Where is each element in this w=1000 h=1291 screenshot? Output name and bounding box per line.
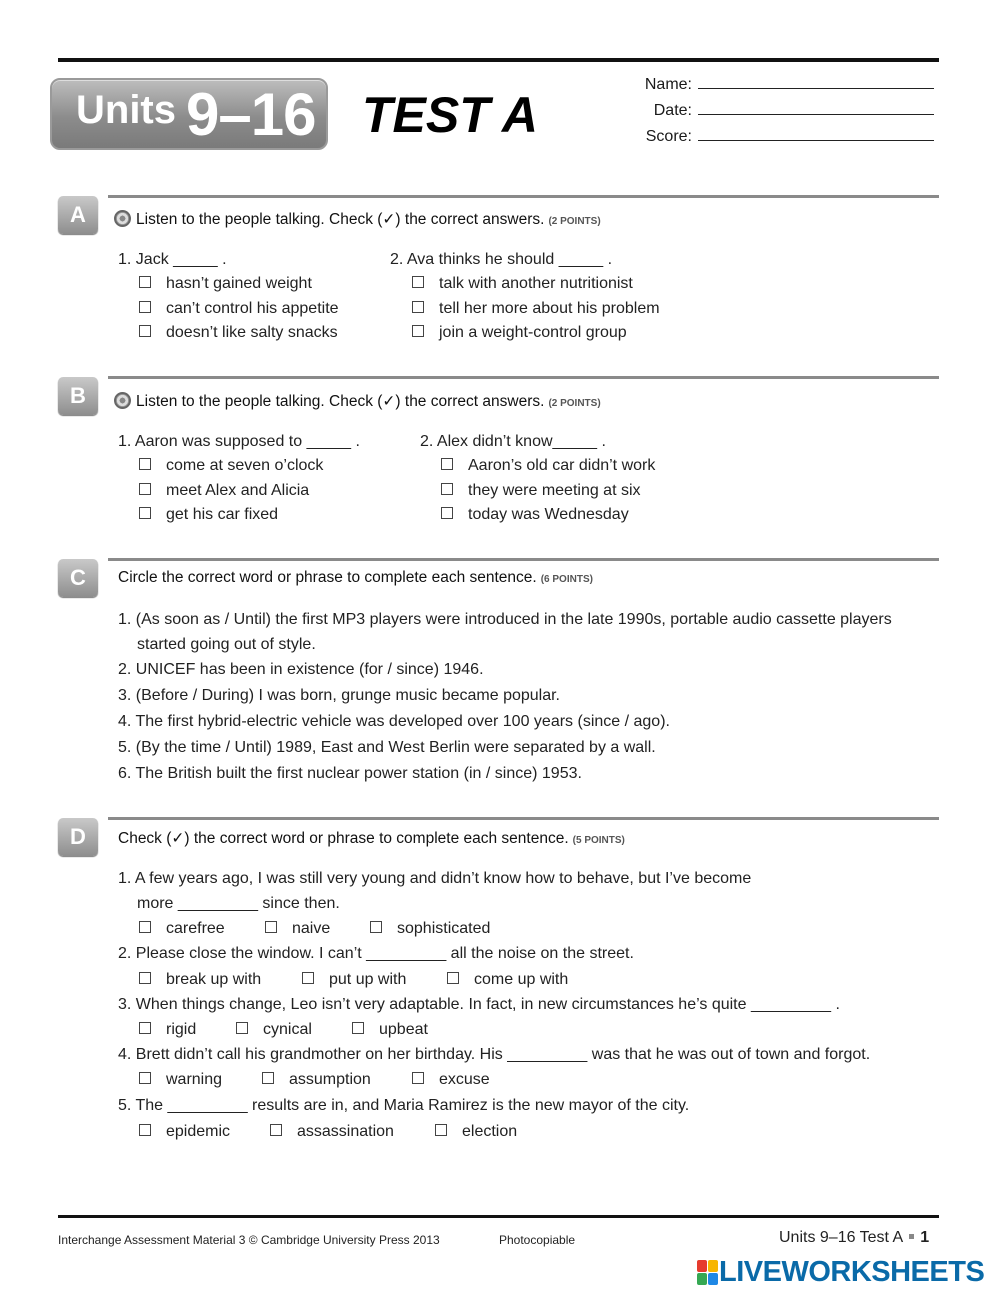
section-b-points: (2 POINTS) bbox=[548, 398, 601, 409]
section-b-instruction-text: Listen to the people talking. Check (✓) the correct answers. bbox=[136, 393, 545, 410]
d-q1-option-2[interactable] bbox=[265, 920, 330, 938]
checkbox[interactable] bbox=[441, 483, 453, 495]
score-label: Score: bbox=[645, 128, 692, 145]
a-q2-option-3[interactable] bbox=[412, 324, 627, 342]
date-field[interactable] bbox=[248, 102, 934, 120]
d-q1-line1: 1. A few years ago, I was still very young and didn’t know how to behave, but I’ve become bbox=[118, 870, 752, 887]
d-q1-option-3[interactable] bbox=[370, 920, 490, 938]
page-number: 1 bbox=[920, 1229, 930, 1246]
checkbox[interactable] bbox=[412, 325, 424, 337]
option-label: get his car fixed bbox=[166, 506, 279, 523]
option-label: meet Alex and Alicia bbox=[166, 482, 310, 499]
checkbox[interactable] bbox=[370, 921, 382, 933]
c-item-1: 1. (As soon as / Until) the first MP3 players were introduced in the late 1990s, portable audio cassette players bbox=[118, 611, 892, 628]
logo-block bbox=[697, 1273, 707, 1285]
logo-block bbox=[708, 1273, 718, 1285]
checkbox[interactable] bbox=[447, 972, 459, 984]
square-icon bbox=[909, 1234, 914, 1239]
b-q2-option-1[interactable] bbox=[441, 457, 655, 475]
d-q4-option-1[interactable] bbox=[139, 1071, 222, 1089]
d-q5-option-1[interactable] bbox=[139, 1123, 230, 1141]
section-a-points: (2 POINTS) bbox=[548, 216, 601, 227]
option-label: naive bbox=[292, 920, 331, 937]
a-q2-stem: 2. Ava thinks he should _____ . bbox=[390, 251, 613, 268]
b-q1-option-2[interactable] bbox=[139, 482, 309, 500]
liveworksheets-blocks-icon bbox=[697, 1260, 719, 1286]
b-q1-option-1[interactable] bbox=[139, 457, 323, 475]
checkbox[interactable] bbox=[412, 301, 424, 313]
section-c-instruction bbox=[118, 569, 593, 587]
section-a-rule bbox=[108, 195, 939, 198]
option-label: election bbox=[462, 1123, 518, 1140]
checkbox[interactable] bbox=[236, 1022, 248, 1034]
d-q4-option-2[interactable] bbox=[262, 1071, 371, 1089]
top-rule bbox=[58, 58, 939, 62]
section-d-instruction bbox=[118, 829, 625, 848]
checkbox[interactable] bbox=[435, 1124, 447, 1136]
d-q4-line1: 4. Brett didn’t call his grandmother on her birthday. His _________ was that he was out of town and forgot. bbox=[118, 1046, 871, 1063]
option-label: come up with bbox=[474, 971, 569, 988]
c-item-6: 6. The British built the first nuclear power station (in / since) 1953. bbox=[118, 765, 582, 782]
section-b-rule bbox=[108, 376, 939, 379]
name-field[interactable] bbox=[248, 76, 934, 94]
option-label: put up with bbox=[329, 971, 407, 988]
d-q3-option-2[interactable] bbox=[236, 1021, 312, 1039]
section-d-points: (5 POINTS) bbox=[572, 835, 625, 846]
checkbox[interactable] bbox=[139, 458, 151, 470]
c-item-2: 2. UNICEF has been in existence (for / since) 1946. bbox=[118, 661, 484, 678]
checkbox[interactable] bbox=[139, 921, 151, 933]
d-q5-line1: 5. The _________ results are in, and Maria Ramirez is the new mayor of the city. bbox=[118, 1097, 690, 1114]
date-line[interactable] bbox=[698, 102, 934, 115]
option-label: join a weight-control group bbox=[439, 324, 627, 341]
checkbox[interactable] bbox=[139, 301, 151, 313]
section-c-badge: C bbox=[58, 559, 98, 597]
checkbox[interactable] bbox=[139, 325, 151, 337]
footer-copyright: Interchange Assessment Material 3 © Cambridge University Press 2013 bbox=[58, 1233, 440, 1247]
option-label: come at seven o’clock bbox=[166, 457, 324, 474]
name-line[interactable] bbox=[698, 76, 934, 89]
b-q1-stem: 1. Aaron was supposed to _____ . bbox=[118, 433, 360, 450]
d-q1-line2: more _________ since then. bbox=[137, 895, 340, 912]
footer-photocopiable: Photocopiable bbox=[499, 1233, 576, 1247]
section-b-badge: B bbox=[58, 377, 98, 415]
option-label: talk with another nutritionist bbox=[439, 275, 633, 292]
c-item-3: 3. (Before / During) I was born, grunge music became popular. bbox=[118, 687, 560, 704]
c-item-4: 4. The first hybrid-electric vehicle was developed over 100 years (since / ago). bbox=[118, 713, 670, 730]
liveworksheets-logo[interactable] bbox=[697, 1256, 984, 1286]
option-label: rigid bbox=[166, 1021, 197, 1038]
option-label: upbeat bbox=[379, 1021, 428, 1038]
checkbox[interactable] bbox=[139, 483, 151, 495]
d-q2-line1: 2. Please close the window. I can’t _________ all the noise on the street. bbox=[118, 945, 634, 962]
d-q1-option-1[interactable] bbox=[139, 920, 225, 938]
checkbox[interactable] bbox=[302, 972, 314, 984]
option-label: assumption bbox=[289, 1071, 371, 1088]
option-label: today was Wednesday bbox=[468, 506, 629, 523]
option-label: doesn’t like salty snacks bbox=[166, 324, 338, 341]
section-a-instruction bbox=[118, 210, 601, 229]
b-q2-option-2[interactable] bbox=[441, 482, 641, 500]
d-q3-line1: 3. When things change, Leo isn’t very adaptable. In fact, in new circumstances he’s quite _________ . bbox=[118, 996, 840, 1013]
d-q2-option-1[interactable] bbox=[139, 971, 261, 989]
checkbox[interactable] bbox=[139, 1072, 151, 1084]
option-label: tell her more about his problem bbox=[439, 300, 660, 317]
option-label: can’t control his appetite bbox=[166, 300, 339, 317]
a-q1-stem: 1. Jack _____ . bbox=[118, 251, 227, 268]
option-label: cynical bbox=[263, 1021, 312, 1038]
a-q1-option-3[interactable] bbox=[139, 324, 338, 342]
section-c-instruction-text: Circle the correct word or phrase to complete each sentence. bbox=[118, 569, 537, 586]
option-label: sophisticated bbox=[397, 920, 491, 937]
d-q2-option-3[interactable] bbox=[447, 971, 568, 989]
d-q5-option-2[interactable] bbox=[270, 1123, 394, 1141]
a-q2-option-1[interactable] bbox=[412, 275, 633, 293]
checkbox[interactable] bbox=[412, 1072, 424, 1084]
c-item-5: 5. (By the time / Until) 1989, East and West Berlin were separated by a wall. bbox=[118, 739, 656, 756]
footer-test-name: Units 9–16 Test A bbox=[779, 1229, 904, 1246]
a-q1-option-1[interactable] bbox=[139, 275, 312, 293]
section-a-instruction-text: Listen to the people talking. Check (✓) the correct answers. bbox=[136, 211, 545, 228]
liveworksheets-text: LIVEWORKSHEETS bbox=[719, 1256, 985, 1288]
section-c-rule bbox=[108, 558, 939, 561]
c-item-1-cont: started going out of style. bbox=[137, 636, 316, 653]
score-line[interactable] bbox=[698, 128, 934, 141]
units-range: 9–16 bbox=[186, 81, 316, 148]
bottom-rule bbox=[58, 1215, 939, 1218]
checkbox[interactable] bbox=[139, 972, 151, 984]
audio-icon[interactable] bbox=[114, 392, 131, 409]
option-label: Aaron’s old car didn’t work bbox=[468, 457, 656, 474]
option-label: hasn’t gained weight bbox=[166, 275, 312, 292]
b-q2-stem: 2. Alex didn’t know_____ . bbox=[420, 433, 606, 450]
a-q2-option-2[interactable] bbox=[412, 300, 660, 318]
checkbox[interactable] bbox=[139, 507, 151, 519]
option-label: carefree bbox=[166, 920, 225, 937]
checkbox[interactable] bbox=[139, 1022, 151, 1034]
score-field[interactable] bbox=[248, 128, 934, 146]
a-q1-option-2[interactable] bbox=[139, 300, 339, 318]
b-q1-option-3[interactable] bbox=[139, 506, 278, 524]
d-q3-option-3[interactable] bbox=[352, 1021, 428, 1039]
name-label: Name: bbox=[644, 76, 692, 93]
section-d-badge: D bbox=[58, 818, 98, 856]
checkbox[interactable] bbox=[412, 276, 424, 288]
option-label: break up with bbox=[166, 971, 262, 988]
option-label: assassination bbox=[297, 1123, 394, 1140]
checkbox[interactable] bbox=[270, 1124, 282, 1136]
d-q2-option-2[interactable] bbox=[302, 971, 406, 989]
logo-block bbox=[697, 1260, 707, 1272]
checkbox[interactable] bbox=[139, 1124, 151, 1136]
test-title: TEST A bbox=[362, 87, 538, 143]
section-c-points: (6 POINTS) bbox=[540, 574, 593, 585]
units-label: Units bbox=[76, 88, 176, 132]
checkbox[interactable] bbox=[441, 507, 453, 519]
b-q2-option-3[interactable] bbox=[441, 506, 629, 524]
audio-icon[interactable] bbox=[114, 210, 131, 227]
section-a-badge: A bbox=[58, 196, 98, 234]
date-label: Date: bbox=[653, 102, 692, 119]
option-label: warning bbox=[166, 1071, 223, 1088]
section-b-instruction bbox=[118, 392, 601, 411]
d-q3-option-1[interactable] bbox=[139, 1021, 196, 1039]
option-label: epidemic bbox=[166, 1123, 231, 1140]
checkbox[interactable] bbox=[352, 1022, 364, 1034]
option-label: excuse bbox=[439, 1071, 490, 1088]
logo-block bbox=[708, 1260, 718, 1272]
checkbox[interactable] bbox=[262, 1072, 274, 1084]
d-q5-option-3[interactable] bbox=[435, 1123, 517, 1141]
section-d-instruction-text: Check (✓) the correct word or phrase to complete each sentence. bbox=[118, 830, 569, 847]
section-d-rule bbox=[108, 817, 939, 820]
checkbox[interactable] bbox=[139, 276, 151, 288]
footer-test-label bbox=[779, 1229, 929, 1247]
d-q4-option-3[interactable] bbox=[412, 1071, 490, 1089]
checkbox[interactable] bbox=[441, 458, 453, 470]
option-label: they were meeting at six bbox=[468, 482, 641, 499]
checkbox[interactable] bbox=[265, 921, 277, 933]
